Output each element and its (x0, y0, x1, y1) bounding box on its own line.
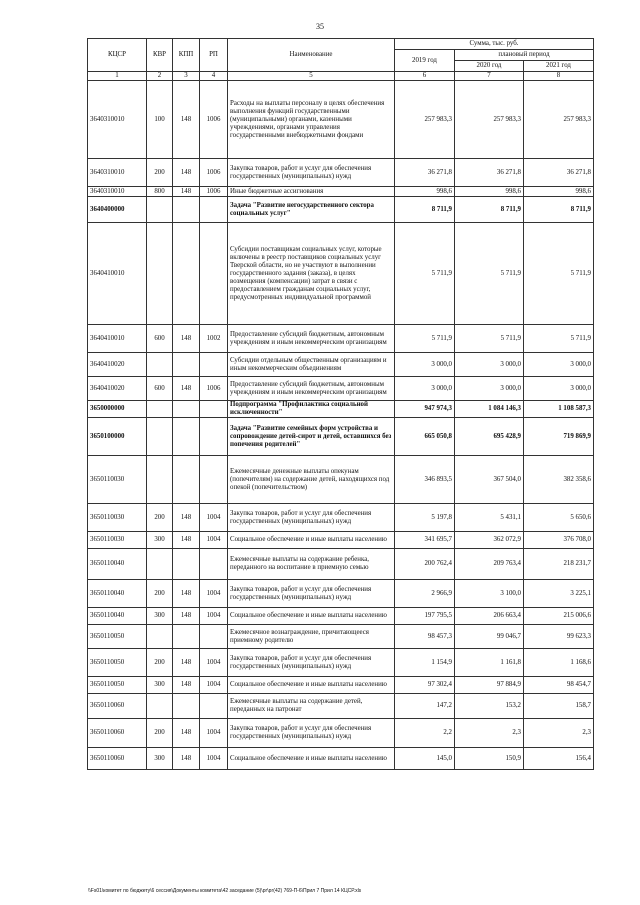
row-kcsr: 3650110050 (88, 677, 147, 694)
row-kvr: 800 (147, 187, 173, 197)
row-rp: 1004 (200, 649, 228, 677)
row-sum-2019: 97 302,4 (395, 677, 455, 694)
row-rp: 1004 (200, 719, 228, 748)
row-sum-2019: 3 000,0 (395, 353, 455, 377)
row-sum-2020: 2,3 (455, 719, 524, 748)
row-sum-2019: 36 271,8 (395, 159, 455, 187)
table-row (88, 694, 594, 719)
row-rp: 1004 (200, 748, 228, 770)
row-rp (200, 197, 228, 223)
row-kvr: 200 (147, 580, 173, 608)
row-sum-2021: 1 168,6 (524, 649, 594, 677)
row-sum-2020: 150,9 (455, 748, 524, 770)
row-rp (200, 418, 228, 456)
row-kcsr: 3640310010 (88, 159, 147, 187)
col-number: 1 (88, 72, 147, 81)
row-rp (200, 694, 228, 719)
row-kvr (147, 694, 173, 719)
row-sum-2021: 5 711,9 (524, 325, 594, 353)
row-name: Предоставление субсидий бюджетным, автономным учреждениям и иным некоммерческим организациям (228, 325, 395, 353)
row-sum-2019: 8 711,9 (395, 197, 455, 223)
table-row (88, 325, 594, 353)
table-row (88, 377, 594, 401)
col-number: 5 (228, 72, 395, 81)
row-sum-2021: 5 650,6 (524, 504, 594, 532)
row-sum-2019: 947 974,3 (395, 401, 455, 418)
row-kpp: 148 (173, 719, 200, 748)
file-path-footer: \\Fs01\комитет по бюджету\6 сессия\Документы комитета\42 заседание (5)\рг\рг(42) 769-П-6\Прил 7 Прил 14 КЦСР.xls (88, 888, 362, 894)
table-row (88, 549, 594, 580)
row-kvr: 100 (147, 81, 173, 159)
row-kvr (147, 625, 173, 649)
row-sum-2021: 99 623,3 (524, 625, 594, 649)
row-kcsr: 3650000000 (88, 401, 147, 418)
row-name: Ежемесячные денежные выплаты опекунам (попечителям) на содержание детей, находящихся под опекой (попечительством) (228, 456, 395, 504)
row-kcsr: 3650110050 (88, 649, 147, 677)
row-rp (200, 401, 228, 418)
row-sum-2020: 5 711,9 (455, 223, 524, 325)
row-sum-2019: 5 711,9 (395, 325, 455, 353)
row-kcsr: 3640410010 (88, 223, 147, 325)
row-kvr: 200 (147, 504, 173, 532)
row-rp: 1004 (200, 532, 228, 549)
table-row (88, 625, 594, 649)
row-kvr (147, 353, 173, 377)
row-sum-2021: 3 000,0 (524, 353, 594, 377)
page-number: 35 (316, 22, 324, 31)
table-row (88, 456, 594, 504)
row-rp (200, 353, 228, 377)
row-kpp: 148 (173, 532, 200, 549)
row-rp (200, 549, 228, 580)
row-kvr: 300 (147, 748, 173, 770)
row-kvr: 200 (147, 159, 173, 187)
row-kcsr: 3650110040 (88, 580, 147, 608)
row-kvr: 200 (147, 719, 173, 748)
header-kcsr: КЦСР (88, 39, 147, 72)
row-kcsr: 3650110060 (88, 719, 147, 748)
row-sum-2020: 3 000,0 (455, 377, 524, 401)
row-sum-2021: 2,3 (524, 719, 594, 748)
row-name: Субсидии поставщикам социальных услуг, которые включены в реестр поставщиков социальных услуг Тверской области, но не участвуют в выполнении государственного задания (заказа), в целях возмещения (компенсации) затрат в связи с предоставлением гражданам социальных услуг, предусмотренных индивидуальной программой (228, 223, 395, 325)
row-name: Закупка товаров, работ и услуг для обеспечения государственных (муниципальных) нужд (228, 649, 395, 677)
row-sum-2021: 257 983,3 (524, 81, 594, 159)
row-kcsr: 3650110030 (88, 456, 147, 504)
row-sum-2021: 3 225,1 (524, 580, 594, 608)
row-name: Задача "Развитие негосударственного сектора социальных услуг" (228, 197, 395, 223)
row-kpp: 148 (173, 504, 200, 532)
table-row (88, 401, 594, 418)
row-rp (200, 223, 228, 325)
row-kvr: 300 (147, 608, 173, 625)
row-name: Субсидии отдельным общественным организациям и иным некоммерческим объединениям (228, 353, 395, 377)
row-kvr: 300 (147, 677, 173, 694)
header-rp: РП (200, 39, 228, 72)
row-sum-2019: 346 893,5 (395, 456, 455, 504)
table-row (88, 719, 594, 748)
row-name: Закупка товаров, работ и услуг для обеспечения государственных (муниципальных) нужд (228, 504, 395, 532)
row-sum-2020: 362 072,9 (455, 532, 524, 549)
row-sum-2021: 382 358,6 (524, 456, 594, 504)
row-kpp (173, 456, 200, 504)
header-plan-period: плановый период (455, 50, 594, 61)
row-sum-2019: 5 711,9 (395, 223, 455, 325)
row-kpp: 148 (173, 377, 200, 401)
table-row (88, 353, 594, 377)
row-rp (200, 625, 228, 649)
row-sum-2021: 8 711,9 (524, 197, 594, 223)
row-rp: 1004 (200, 504, 228, 532)
row-name: Закупка товаров, работ и услуг для обеспечения государственных (муниципальных) нужд (228, 159, 395, 187)
row-sum-2021: 3 000,0 (524, 377, 594, 401)
row-sum-2019: 2 966,9 (395, 580, 455, 608)
row-kvr (147, 418, 173, 456)
table-row (88, 504, 594, 532)
row-name: Предоставление субсидий бюджетным, автономным учреждениям и иным некоммерческим организациям (228, 377, 395, 401)
row-sum-2019: 5 197,8 (395, 504, 455, 532)
row-kpp: 148 (173, 677, 200, 694)
header-sum: Сумма, тыс. руб. (395, 39, 594, 50)
row-kpp: 148 (173, 325, 200, 353)
row-sum-2020: 153,2 (455, 694, 524, 719)
row-sum-2021: 5 711,9 (524, 223, 594, 325)
table-row (88, 748, 594, 770)
row-sum-2020: 3 000,0 (455, 353, 524, 377)
row-name: Подпрограмма "Профилактика социальной исключенности" (228, 401, 395, 418)
row-sum-2019: 3 000,0 (395, 377, 455, 401)
table-row (88, 223, 594, 325)
row-kvr (147, 549, 173, 580)
row-sum-2021: 218 231,7 (524, 549, 594, 580)
row-kpp (173, 353, 200, 377)
row-kcsr: 3650110030 (88, 504, 147, 532)
col-number: 8 (524, 72, 594, 81)
row-rp: 1006 (200, 81, 228, 159)
row-sum-2021: 158,7 (524, 694, 594, 719)
row-sum-2019: 147,2 (395, 694, 455, 719)
row-kvr: 600 (147, 377, 173, 401)
row-kcsr: 3640410020 (88, 353, 147, 377)
row-sum-2021: 156,4 (524, 748, 594, 770)
row-kpp: 148 (173, 649, 200, 677)
row-name: Социальное обеспечение и иные выплаты населению (228, 748, 395, 770)
row-sum-2019: 1 154,9 (395, 649, 455, 677)
row-kpp (173, 223, 200, 325)
row-kcsr: 3640310010 (88, 187, 147, 197)
row-kvr: 200 (147, 649, 173, 677)
row-rp: 1002 (200, 325, 228, 353)
row-name: Социальное обеспечение и иные выплаты населению (228, 532, 395, 549)
table-row (88, 677, 594, 694)
row-name: Ежемесячные выплаты на содержание ребенка, переданного на воспитание в приемную семью (228, 549, 395, 580)
row-sum-2019: 2,2 (395, 719, 455, 748)
table-row (88, 187, 594, 197)
row-kcsr: 3650110060 (88, 748, 147, 770)
row-name: Социальное обеспечение и иные выплаты населению (228, 677, 395, 694)
row-sum-2020: 3 100,0 (455, 580, 524, 608)
row-sum-2021: 36 271,8 (524, 159, 594, 187)
row-kvr (147, 456, 173, 504)
row-sum-2020: 367 504,0 (455, 456, 524, 504)
row-kcsr: 3650110030 (88, 532, 147, 549)
row-name: Социальное обеспечение и иные выплаты населению (228, 608, 395, 625)
row-sum-2020: 36 271,8 (455, 159, 524, 187)
row-kpp (173, 418, 200, 456)
row-sum-2021: 1 108 587,3 (524, 401, 594, 418)
row-name: Закупка товаров, работ и услуг для обеспечения государственных (муниципальных) нужд (228, 580, 395, 608)
table-row (88, 81, 594, 159)
row-kpp: 148 (173, 187, 200, 197)
header-name: Наименование (228, 39, 395, 72)
row-sum-2020: 8 711,9 (455, 197, 524, 223)
row-kvr: 600 (147, 325, 173, 353)
col-number: 6 (395, 72, 455, 81)
row-sum-2019: 998,6 (395, 187, 455, 197)
row-sum-2021: 215 006,6 (524, 608, 594, 625)
row-sum-2020: 257 983,3 (455, 81, 524, 159)
row-rp: 1006 (200, 377, 228, 401)
row-kpp (173, 197, 200, 223)
row-name: Иные бюджетные ассигнования (228, 187, 395, 197)
row-sum-2019: 98 457,3 (395, 625, 455, 649)
row-sum-2020: 5 431,1 (455, 504, 524, 532)
row-kcsr: 3650110050 (88, 625, 147, 649)
row-kcsr: 3640410020 (88, 377, 147, 401)
row-sum-2020: 998,6 (455, 187, 524, 197)
row-sum-2020: 1 084 146,3 (455, 401, 524, 418)
row-name: Задача "Развитие семейных форм устройства и сопровождение детей-сирот и детей, оставшихся без попечения родителей" (228, 418, 395, 456)
row-kcsr: 3650110040 (88, 608, 147, 625)
row-sum-2020: 99 046,7 (455, 625, 524, 649)
table-row (88, 532, 594, 549)
table-row (88, 649, 594, 677)
row-sum-2021: 998,6 (524, 187, 594, 197)
row-sum-2020: 97 884,9 (455, 677, 524, 694)
row-kpp: 148 (173, 748, 200, 770)
row-sum-2021: 376 708,0 (524, 532, 594, 549)
row-kvr: 300 (147, 532, 173, 549)
row-kvr (147, 401, 173, 418)
row-sum-2019: 665 050,8 (395, 418, 455, 456)
row-rp (200, 456, 228, 504)
row-kvr (147, 197, 173, 223)
col-number: 3 (173, 72, 200, 81)
row-sum-2020: 1 161,8 (455, 649, 524, 677)
budget-table (87, 38, 594, 770)
table-row (88, 197, 594, 223)
row-rp: 1006 (200, 159, 228, 187)
row-name: Расходы на выплаты персоналу в целях обеспечения выполнения функций государственными (муниципальными) органами, казенными учреждениями, органами управления государственными внебюджетными фондами (228, 81, 395, 159)
row-kcsr: 3650110040 (88, 549, 147, 580)
header-year-2020: 2020 год (455, 61, 524, 72)
header-kvr: КВР (147, 39, 173, 72)
row-name: Ежемесячные выплаты на содержание детей, переданных на патронат (228, 694, 395, 719)
col-number: 4 (200, 72, 228, 81)
row-kcsr: 3650100000 (88, 418, 147, 456)
row-sum-2019: 200 762,4 (395, 549, 455, 580)
table-row (88, 580, 594, 608)
row-kpp (173, 694, 200, 719)
row-kpp (173, 401, 200, 418)
row-kpp: 148 (173, 580, 200, 608)
row-kcsr: 3640310010 (88, 81, 147, 159)
row-kpp: 148 (173, 159, 200, 187)
col-number: 2 (147, 72, 173, 81)
row-sum-2020: 5 711,9 (455, 325, 524, 353)
row-kcsr: 3640400000 (88, 197, 147, 223)
row-rp: 1006 (200, 187, 228, 197)
row-rp: 1004 (200, 677, 228, 694)
row-name: Ежемесячное вознаграждение, причитающееся приемному родителю (228, 625, 395, 649)
row-name: Закупка товаров, работ и услуг для обеспечения государственных (муниципальных) нужд (228, 719, 395, 748)
row-kvr (147, 223, 173, 325)
header-kpp: КПП (173, 39, 200, 72)
row-sum-2020: 695 428,9 (455, 418, 524, 456)
row-kcsr: 3640410010 (88, 325, 147, 353)
row-sum-2019: 341 695,7 (395, 532, 455, 549)
row-kcsr: 3650110060 (88, 694, 147, 719)
row-sum-2019: 257 983,3 (395, 81, 455, 159)
table-row (88, 159, 594, 187)
row-kpp (173, 625, 200, 649)
row-kpp (173, 549, 200, 580)
table-body (88, 81, 594, 770)
row-kpp: 148 (173, 608, 200, 625)
row-sum-2021: 98 454,7 (524, 677, 594, 694)
row-rp: 1004 (200, 580, 228, 608)
row-rp: 1004 (200, 608, 228, 625)
row-sum-2019: 145,0 (395, 748, 455, 770)
row-sum-2020: 209 763,4 (455, 549, 524, 580)
row-sum-2019: 197 795,5 (395, 608, 455, 625)
table-row (88, 608, 594, 625)
row-kpp: 148 (173, 81, 200, 159)
header-year-2021: 2021 год (524, 61, 594, 72)
table-row (88, 418, 594, 456)
header-year-2019: 2019 год (395, 50, 455, 72)
col-number: 7 (455, 72, 524, 81)
row-sum-2020: 206 663,4 (455, 608, 524, 625)
row-sum-2021: 719 869,9 (524, 418, 594, 456)
